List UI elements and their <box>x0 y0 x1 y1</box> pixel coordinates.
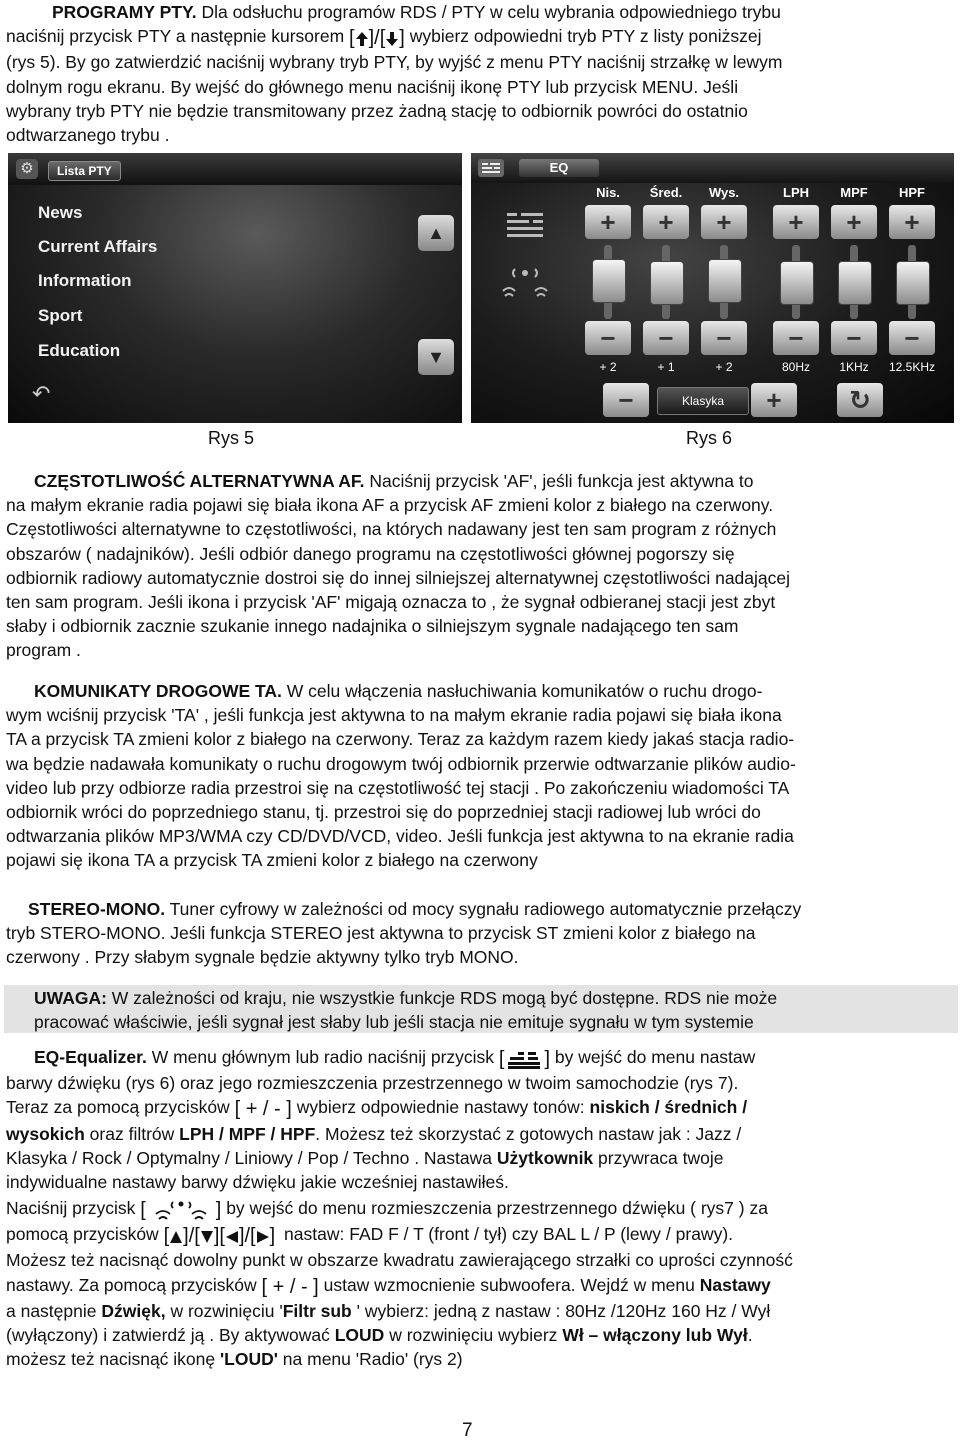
scroll-up-button[interactable] <box>418 215 454 251</box>
pty-heading: PROGRAMY PTY. <box>52 2 197 22</box>
refresh-icon: ↻ <box>849 385 871 415</box>
eq-minus-button-high[interactable]: − <box>701 321 747 355</box>
back-arrow-icon[interactable]: ↶ <box>32 381 51 406</box>
eq-plus-button-hpf[interactable]: + <box>889 205 935 239</box>
note-heading: UWAGA: <box>34 988 107 1008</box>
pty-item-sport[interactable]: Sport <box>38 306 83 325</box>
page-number: 7 <box>462 1420 473 1441</box>
eq-plus-button-mpf[interactable]: + <box>831 205 877 239</box>
scroll-down-button[interactable] <box>418 339 454 375</box>
eq-button-symbol: [ ] <box>498 1048 551 1070</box>
pty-header <box>8 153 462 185</box>
eq-band-label-high: Wys. <box>708 185 740 200</box>
pty-paragraph: PROGRAMY PTY. Dla odsłuchu programów RDS / PTY w celu wybrania odpowiedniego trybu naciśnij przycisk PTY a następnie kursorem [ ]/[ ] wybierz odpowiedni tryb PTY z listy poniższej (rys 5). By go zatwierdzić naciśnij wybrany tryb PTY, by wyjść z menu PTY naciśnij strzałkę w lewym dolnym rogu ekranu. By wejść do głównego menu naciśnij ikonę PTY lub przycisk MENU. Jeśli wybrany tryb PTY nie będzie transmitowany przez żadną stację to odbiornik powróci do ostatnio odtwarzanego trybu . <box>6 2 783 146</box>
eq-band-label-mid: Śred. <box>649 185 683 200</box>
pty-item-education[interactable]: Education <box>38 341 121 360</box>
gear-icon[interactable]: ⚙ <box>16 159 38 179</box>
equalizer-icon <box>504 1051 544 1069</box>
eq-value-mpf: 1KHz <box>839 360 869 374</box>
eq-header <box>471 153 954 183</box>
eq-plus-button-mid[interactable]: + <box>643 205 689 239</box>
pty-item-information[interactable]: Information <box>38 271 132 290</box>
plus-minus-symbol: [ + / - ] <box>234 1098 292 1121</box>
speaker-icon <box>146 1200 216 1222</box>
arrow-up-icon: ▲ <box>427 223 445 243</box>
triangle-right-icon <box>256 1230 270 1244</box>
eq-value-hpf: 12.5KHz <box>888 360 936 374</box>
eq-minus-button-low[interactable]: − <box>585 321 631 355</box>
pty-list-screen <box>8 153 462 423</box>
eq-slider-knob-low[interactable] <box>592 259 626 303</box>
arrow-down-icon <box>385 31 399 47</box>
eq-plus-button-high[interactable]: + <box>701 205 747 239</box>
eq-band-label-hpf: HPF <box>899 185 925 200</box>
eq-plus-button-low[interactable]: + <box>585 205 631 239</box>
eq-band-label-low: Nis. <box>596 185 620 200</box>
ta-paragraph: KOMUNIKATY DROGOWE TA. W celu włączenia nasłuchiwania komunikatów o ruchu drogo- wym wciśnij przycisk 'TA' , jeśli funkcja jest aktywna to na małym ekranie radia pojawi się biała ikona TA a przycisk TA zmieni kolor z białego na czerwony. Teraz za każdym razem kiedy jakaś stacja radio- wa będzie nadawała komunikaty o ruchu drogowym twój odbiornik przerwie odtwarzanie plików audio- video lub przy odbiorze radia przestroi się na częstotliwość tej stacji . Po zakończeniu wiadomości TA odbiornik wróci do poprzedniego stanu, tj. przestroi się do poprzedniej stacji radiowej lub wróci do odtwarzania plików MP3/WMA czy CD/DVD/VCD, video. Jeśli funkcja jest aktywna to na ekranie radia pojawi się ikona TA a przycisk TA zmieni kolor z białego na czerwony <box>6 681 796 871</box>
triangle-down-icon <box>200 1230 214 1244</box>
eq-band-label-lph: LPH <box>783 185 809 200</box>
eq-paragraph: EQ-Equalizer. W menu głównym lub radio naciśnij przycisk [ ] by wejść do menu nastaw barwy dźwięku (rys 6) oraz jego rozmieszczenia przestrzennego w twoim samochodzie (rys 7). Teraz za pomocą przycisków [ + / - ] wybierz odpowiednie nastawy tonów: niskich / średnich / wysokich oraz filtrów LPH / MPF / HPF. Możesz też skorzystać z gotowych nastaw jak : Jazz / Klasyka / Rock / Optymalny / Liniowy / Pop / Techno . Nastawa Użytkownik przywraca twoje indywidualne nastawy barwy dźwięku jakie wcześniej nastawiłeś. <box>6 1047 756 1193</box>
reset-button[interactable] <box>837 383 883 417</box>
eq-value-lph: 80Hz <box>781 360 810 374</box>
ta-heading: KOMUNIKATY DROGOWE TA. <box>34 681 282 701</box>
eq-plus-button-lph[interactable]: + <box>773 205 819 239</box>
arrow-down-icon: ▼ <box>427 347 445 367</box>
spatial-button-symbol: [ ] <box>140 1199 222 1221</box>
eq-slider-knob-mid[interactable] <box>650 261 684 305</box>
pty-item-news[interactable]: News <box>38 203 83 222</box>
note-paragraph: UWAGA: W zależności od kraju, nie wszystkie funkcje RDS mogą być dostępne. RDS nie może pracować właściwie, jeśli sygnał jest słaby lub jeśli stacja nie emituje sygnału w tym systemie <box>34 988 778 1033</box>
eq-minus-button-mpf[interactable]: − <box>831 321 877 355</box>
eq-title: EQ <box>519 159 599 177</box>
spatial-paragraph: Naciśnij przycisk [ ] by wejść do menu rozmieszczenia przestrzennego dźwięku ( rys7 ) za pomocą przycisków [ ]/[ ][ ]/[ ] nastaw: FAD F / T (front / tył) czy BAL L / P (lewy / prawy). Możesz też nacisnąć dowolny punkt w obszarze kwadratu zawierającego strzałki co uprości czynność nastawy. Za pomocą przycisków [ + / - ] ustaw wzmocnienie subwoofera. Wejdź w menu Nastawy a następnie Dźwięk, w rozwinięciu 'Filtr sub ' wybierz: jedną z nastaw : 80Hz /120Hz 160 Hz / Wył (wyłączony) i zatwierdź ją . By aktywować LOUD w rozwinięciu wybierz Wł – włączony lub Wył. możesz też nacisnąć ikonę 'LOUD' na menu 'Radio' (rys 2) <box>6 1198 793 1370</box>
eq-slider-knob-high[interactable] <box>708 259 742 303</box>
eq-band-label-mpf: MPF <box>840 185 868 200</box>
eq-minus-button-mid[interactable]: − <box>643 321 689 355</box>
eq-screen <box>471 153 954 423</box>
speaker-icon <box>497 265 553 309</box>
equalizer-icon[interactable] <box>477 158 505 178</box>
preset-name: Klasyka <box>657 387 749 415</box>
af-heading: CZĘSTOTLIWOŚĆ ALTERNATYWNA AF. <box>34 471 365 491</box>
pty-title: Lista PTY <box>48 161 121 181</box>
cursor-up-down-buttons: [ ]/[ ] <box>349 27 405 50</box>
eq-value-low: + 2 <box>599 360 617 374</box>
preset-prev-button[interactable]: − <box>603 383 649 417</box>
eq-slider-knob-hpf[interactable] <box>896 261 930 305</box>
preset-next-button[interactable]: + <box>751 383 797 417</box>
caption-rys6: Rys 6 <box>686 428 733 448</box>
direction-buttons-symbol: [ ]/[ ][ ]/[ ] <box>163 1225 276 1248</box>
arrow-up-icon <box>355 31 369 47</box>
triangle-up-icon <box>169 1230 183 1244</box>
stereo-paragraph: STEREO-MONO. Tuner cyfrowy w zależności od mocy sygnału radiowego automatycznie przełączy tryb STERO-MONO. Jeśli funkcja STEREO jest aktywna to przycisk ST zmieni kolor z białego na czerwony . Przy słabym sygnale będzie aktywny tylko tryb MONO. <box>6 899 802 968</box>
eq-minus-button-lph[interactable]: − <box>773 321 819 355</box>
equalizer-icon <box>503 209 549 239</box>
eq-value-high: + 2 <box>715 360 733 374</box>
triangle-left-icon <box>225 1230 239 1244</box>
caption-rys5: Rys 5 <box>208 428 255 448</box>
eq-heading: EQ-Equalizer. <box>34 1047 147 1067</box>
eq-minus-button-hpf[interactable]: − <box>889 321 935 355</box>
af-paragraph: CZĘSTOTLIWOŚĆ ALTERNATYWNA AF. Naciśnij przycisk 'AF', jeśli funkcja jest aktywna to na małym ekranie radia pojawi się biała ikona AF a przycisk AF zmieni kolor z białego na czerwony. Częstotliwości alternatywne to częstotliwości, na których nadawany jest ten sam program z różnych obszarów ( nadajników). Jeśli odbiór danego programu na częstotliwości głównej pogorszy się odbiornik radiowy automatycznie dostroi się do innej silniejszej alternatywnej częstotliwości nadającej ten sam program. Jeśli ikona i przycisk 'AF' migają oznacza to , że sygnał odbieranej stacji jest zbyt słaby i odbiornik zacznie szukanie innego nadajnika o silniejszym sygnale nadającego ten sam program . <box>6 471 791 661</box>
eq-slider-knob-lph[interactable] <box>780 261 814 305</box>
stereo-heading: STEREO-MONO. <box>28 899 166 919</box>
eq-slider-knob-mpf[interactable] <box>838 261 872 305</box>
plus-minus-symbol: [ + / - ] <box>261 1275 319 1298</box>
pty-item-current-affairs[interactable]: Current Affairs <box>38 237 158 256</box>
eq-value-mid: + 1 <box>657 360 675 374</box>
